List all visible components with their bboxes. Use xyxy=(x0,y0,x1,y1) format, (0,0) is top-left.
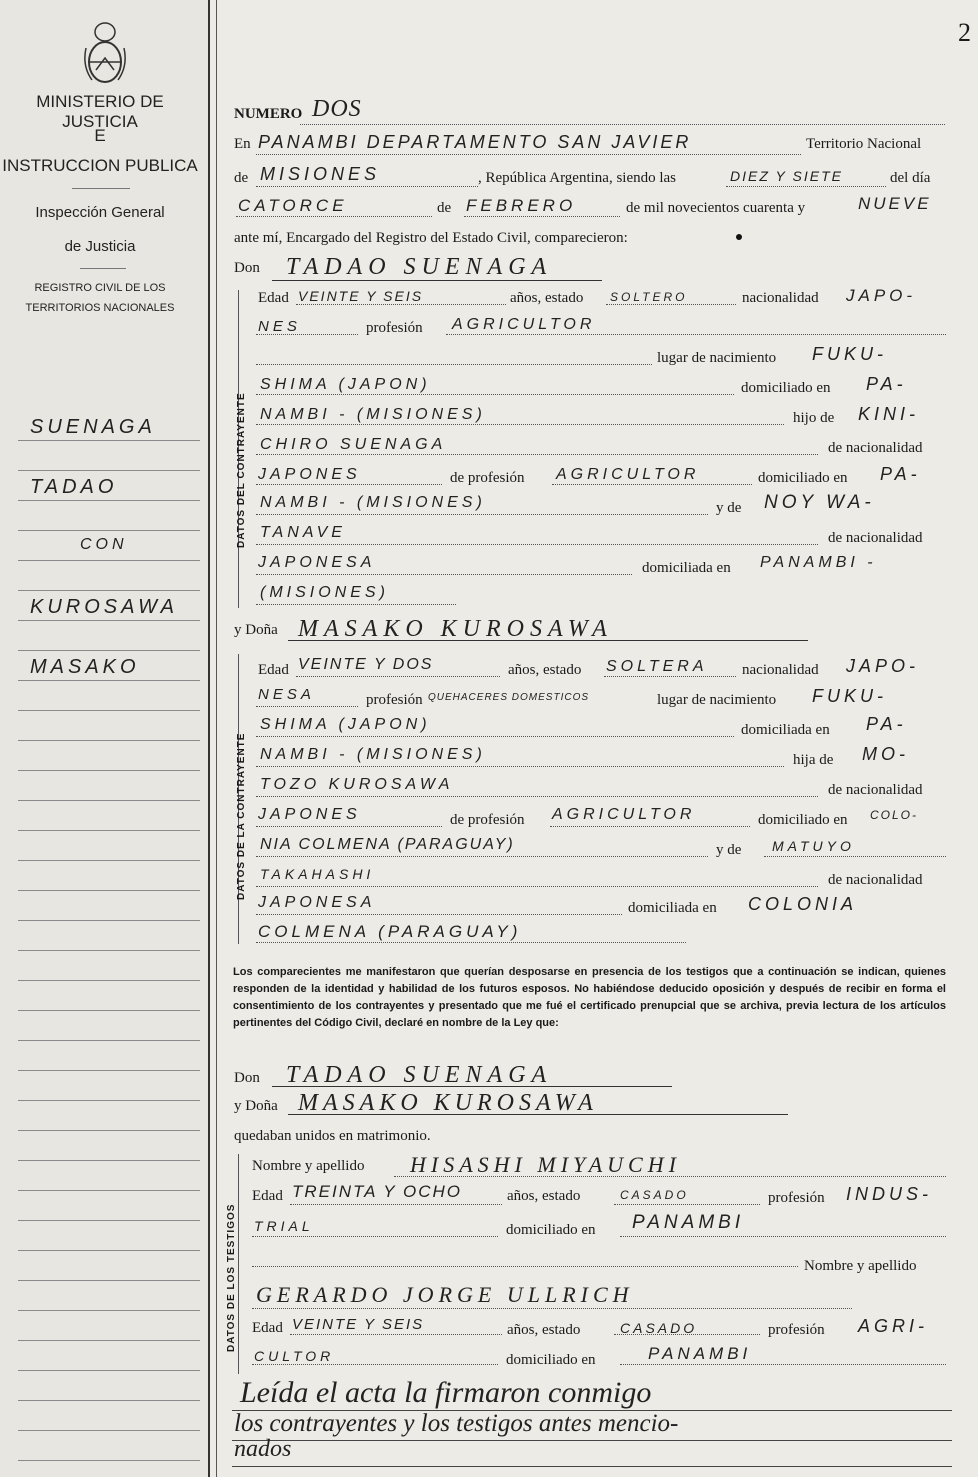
ministry-title-2: INSTRUCCION PUBLICA xyxy=(2,156,198,175)
w1-name: HISASHI MIYAUCHI xyxy=(410,1152,681,1177)
closing-line-1: Leída el acta la firmaron conmigo xyxy=(240,1376,652,1409)
w2-estado: CASADO xyxy=(620,1320,698,1336)
groom-age: VEINTE Y SEIS xyxy=(298,288,424,304)
bride-nac-1: JAPO- xyxy=(846,656,920,676)
inspection-title-2: de Justicia xyxy=(64,238,136,255)
groom-lugar-label: lugar de nacimiento xyxy=(657,350,777,366)
groom-father-1: KINI- xyxy=(858,404,920,424)
margin-rule xyxy=(18,1190,200,1191)
groom-mother-domic-1: PANAMBI - xyxy=(760,554,877,571)
bride-de-prof-label: de profesión xyxy=(450,812,525,828)
margin-rule xyxy=(18,650,200,651)
groom-mother-domic-2: (MISIONES) xyxy=(260,584,389,601)
bullet-mark xyxy=(736,234,742,240)
groom-anos-label: años, estado xyxy=(510,290,584,306)
w1-prof-1: INDUS- xyxy=(846,1184,932,1204)
bride-profesion-label: profesión xyxy=(366,692,423,708)
margin-rule xyxy=(18,530,200,531)
margin-rule xyxy=(18,1340,200,1341)
numero-label: NUMERO xyxy=(234,106,303,122)
w1-profesion-label: profesión xyxy=(768,1190,825,1206)
groom-name: TADAO SUENAGA xyxy=(286,254,553,280)
w2-edad-label: Edad xyxy=(252,1320,283,1336)
groom-de-prof-label: de profesión xyxy=(450,470,525,486)
closing-line-3: nados xyxy=(234,1436,292,1462)
de-label: de xyxy=(234,170,249,186)
margin-divider-line xyxy=(216,0,217,1477)
declaration-quedaban: quedaban unidos en matrimonio. xyxy=(234,1128,431,1144)
margin-rule xyxy=(18,890,200,891)
w2-age: VEINTE Y SEIS xyxy=(292,1316,425,1333)
margin-rule xyxy=(18,980,200,981)
bride-y-de-label: y de xyxy=(716,842,742,858)
groom-y-de-label: y de xyxy=(716,500,742,516)
bride-father-domic-1: COLO- xyxy=(870,808,919,822)
groom-don-label: Don xyxy=(234,260,260,276)
registry-title-2: TERRITORIOS NACIONALES xyxy=(25,302,175,314)
margin-rule xyxy=(18,1040,200,1041)
margin-surname-groom: SUENAGA xyxy=(30,416,156,438)
margin-rule xyxy=(18,1310,200,1311)
w1-edad-label: Edad xyxy=(252,1188,283,1204)
groom-de-nac-label: de nacionalidad xyxy=(828,440,923,456)
bride-de-nac-label: de nacionalidad xyxy=(828,782,923,798)
margin-rule xyxy=(18,830,200,831)
declaration-don-name: TADAO SUENAGA xyxy=(286,1062,553,1088)
groom-domic-2: NAMBI - (MISIONES) xyxy=(260,406,486,423)
w2-nombre-label: Nombre y apellido xyxy=(804,1258,917,1274)
page-number: 2 xyxy=(958,18,971,47)
groom-father-domic-2: NAMBI - (MISIONES) xyxy=(260,494,486,511)
bride-edad-label: Edad xyxy=(258,662,289,678)
groom-mother-nac: JAPONESA xyxy=(258,554,376,571)
margin-rule xyxy=(18,1160,200,1161)
bride-domic-en-label: domiciliado en xyxy=(758,812,848,828)
margin-rule xyxy=(18,1460,200,1461)
groom-mother-1: NOY WA- xyxy=(764,492,875,513)
groom-domic-1: PA- xyxy=(866,374,907,394)
numero-value: DOS xyxy=(312,96,362,122)
margin-rule xyxy=(18,1400,200,1401)
margin-rule xyxy=(18,1070,200,1071)
ministry-e: E xyxy=(94,126,106,145)
groom-profesion: AGRICULTOR xyxy=(452,316,596,333)
groom-mother-2: TANAVE xyxy=(260,524,346,541)
margin-rule xyxy=(18,950,200,951)
day-value: CATORCE xyxy=(238,196,348,215)
margin-rule xyxy=(18,1010,200,1011)
margin-con: CON xyxy=(80,536,128,553)
margin-rule xyxy=(18,560,200,561)
bride-lugar-1: FUKU- xyxy=(812,686,887,706)
bride-age: VEINTE Y DOS xyxy=(298,656,434,673)
bride-mother-nac: JAPONESA xyxy=(258,894,376,911)
w2-domic-label: domiciliado en xyxy=(506,1352,596,1368)
groom-nac-2: NES xyxy=(258,318,301,335)
margin-rule xyxy=(18,770,200,771)
margin-rule xyxy=(18,1430,200,1431)
hour-value: DIEZ Y SIETE xyxy=(730,168,843,184)
bride-anos-label: años, estado xyxy=(508,662,582,678)
bride-name: MASAKO KUROSAWA xyxy=(298,616,613,642)
groom-domiciliada-label: domiciliada en xyxy=(642,560,731,576)
bride-lugar-label: lugar de nacimiento xyxy=(657,692,777,708)
ante-label: ante mí, Encargado del Registro del Estado Civil, comparecieron: xyxy=(234,230,628,246)
month-value: FEBRERO xyxy=(466,196,577,215)
witness-side-label: DATOS DE LOS TESTIGOS xyxy=(226,1203,237,1352)
de-label-2: de xyxy=(437,200,452,216)
w2-prof-1: AGRI- xyxy=(858,1316,929,1336)
margin-rule xyxy=(18,1130,200,1131)
margin-rule xyxy=(18,1250,200,1251)
groom-lugar-2: SHIMA (JAPON) xyxy=(260,376,431,393)
bride-nac-label: nacionalidad xyxy=(742,662,819,678)
groom-nac-1: JAPO- xyxy=(846,286,917,305)
left-margin-column xyxy=(0,0,210,1477)
header-rule xyxy=(72,188,130,189)
margin-rule xyxy=(18,1100,200,1101)
groom-father-domic-1: PA- xyxy=(880,464,921,484)
bride-lugar-2: SHIMA (JAPON) xyxy=(260,716,431,733)
margin-rule xyxy=(18,920,200,921)
territorio-label: Territorio Nacional xyxy=(806,136,922,152)
bride-father-2: TOZO KUROSAWA xyxy=(260,776,454,793)
ministry-title: MINISTERIO DE JUSTICIA xyxy=(36,92,164,131)
declaration-don-label: Don xyxy=(234,1070,260,1086)
margin-rule xyxy=(18,800,200,801)
w1-age: TREINTA Y OCHO xyxy=(292,1182,463,1201)
margin-rule xyxy=(18,1220,200,1221)
margin-rule xyxy=(18,680,200,681)
mil-label: de mil novecientos cuarenta y xyxy=(626,200,806,216)
coat-of-arms-icon xyxy=(82,18,128,86)
groom-edad-label: Edad xyxy=(258,290,289,306)
place-value: PANAMBI DEPARTAMENTO SAN JAVIER xyxy=(258,132,692,152)
groom-domic-en-label: domiciliado en xyxy=(758,470,848,486)
declaration-text: Los comparecientes me manifestaron que querían desposarse en presencia de los testigos que a continuación se indican, quienes responden de la identidad y habilidad de los futuros esposos. No habiéndose deducido oposición y después de recibir en forma el consentimiento de los contrayentes y presentado que me fué el certificado prenupcial que se archiva, previa lectura de los artículos pertinentes del Código Civil, declaré en nombre de la Ley que: xyxy=(233,966,946,1029)
declaration-dona-name: MASAKO KUROSAWA xyxy=(298,1090,598,1116)
w1-domic-label: domiciliado en xyxy=(506,1222,596,1238)
bride-side-label: DATOS DE LA CONTRAYENTE xyxy=(236,732,247,900)
groom-estado: SOLTERO xyxy=(610,290,688,304)
bride-nac-2: NESA xyxy=(258,686,315,703)
w1-estado: CASADO xyxy=(620,1188,689,1202)
w1-nombre-label: Nombre y apellido xyxy=(252,1158,365,1174)
groom-nac-label: nacionalidad xyxy=(742,290,819,306)
bride-mother-1: MATUYO xyxy=(772,838,855,854)
closing-line-2: los contrayentes y los testigos antes mencio- xyxy=(234,1410,679,1437)
w2-profesion-label: profesión xyxy=(768,1322,825,1338)
province-value: MISIONES xyxy=(260,164,381,184)
groom-side-label: DATOS DEL CONTRAYENTE xyxy=(236,392,247,548)
groom-father-2: CHIRO SUENAGA xyxy=(260,436,447,453)
w2-prof-2: CULTOR xyxy=(254,1348,335,1364)
year-value: NUEVE xyxy=(858,194,932,213)
margin-rule xyxy=(18,860,200,861)
bride-domic-1: PA- xyxy=(866,714,907,734)
bride-dona-label: y Doña xyxy=(234,622,278,638)
header-rule-2 xyxy=(80,268,126,269)
bride-father-domic-2: NIA COLMENA (PARAGUAY) xyxy=(260,836,515,853)
groom-hijo-label: hijo de xyxy=(793,410,835,426)
inspection-title: Inspección General xyxy=(35,204,165,221)
groom-lugar-1: FUKU- xyxy=(812,344,887,364)
bride-father-1: MO- xyxy=(862,744,909,764)
margin-rule xyxy=(18,590,200,591)
margin-name-groom: TADAO xyxy=(30,476,118,498)
bride-domiciliada-label: domiciliada en xyxy=(628,900,717,916)
w1-anos-label: años, estado xyxy=(507,1188,581,1204)
bride-hija-label: hija de xyxy=(793,752,834,768)
del-dia-label: del día xyxy=(890,170,931,186)
bride-father-nac: JAPONES xyxy=(258,806,361,823)
groom-domic-label: domiciliado en xyxy=(741,380,831,396)
republica-label: , República Argentina, siendo las xyxy=(478,170,677,186)
margin-rule xyxy=(18,470,200,471)
margin-rule xyxy=(18,620,200,621)
w2-domic: PANAMBI xyxy=(648,1344,752,1363)
margin-rule xyxy=(18,500,200,501)
registry-title: REGISTRO CIVIL DE LOS xyxy=(34,282,166,294)
bride-domic-label: domiciliada en xyxy=(741,722,830,738)
w2-name: GERARDO JORGE ULLRICH xyxy=(256,1282,634,1307)
groom-father-prof: AGRICULTOR xyxy=(556,466,700,483)
bride-de-nac-label-2: de nacionalidad xyxy=(828,872,923,888)
declaration-dona-label: y Doña xyxy=(234,1098,278,1114)
margin-rule xyxy=(18,440,200,441)
groom-profesion-label: profesión xyxy=(366,320,423,336)
bride-mother-domic-2: COLMENA (PARAGUAY) xyxy=(258,922,522,941)
margin-rule xyxy=(18,1280,200,1281)
bride-mother-2: TAKAHASHI xyxy=(260,866,375,882)
bride-domic-2: NAMBI - (MISIONES) xyxy=(260,746,486,763)
bride-father-prof: AGRICULTOR xyxy=(552,806,696,823)
groom-father-nac: JAPONES xyxy=(258,466,361,483)
witness-bracket xyxy=(238,1154,239,1374)
margin-surname-bride: KUROSAWA xyxy=(30,596,178,618)
w1-prof-2: TRIAL xyxy=(254,1218,314,1234)
groom-de-nac-label-2: de nacionalidad xyxy=(828,530,923,546)
margin-rule xyxy=(18,740,200,741)
w1-domic: PANAMBI xyxy=(632,1212,745,1233)
w2-anos-label: años, estado xyxy=(507,1322,581,1338)
margin-rule xyxy=(18,710,200,711)
bride-profesion: QUEHACERES DOMESTICOS xyxy=(428,692,590,703)
en-label: En xyxy=(234,136,251,152)
margin-name-bride: MASAKO xyxy=(30,656,140,678)
bride-estado: SOLTERA xyxy=(606,658,708,675)
margin-rule xyxy=(18,1370,200,1371)
bride-mother-domic-1: COLONIA xyxy=(748,894,858,914)
